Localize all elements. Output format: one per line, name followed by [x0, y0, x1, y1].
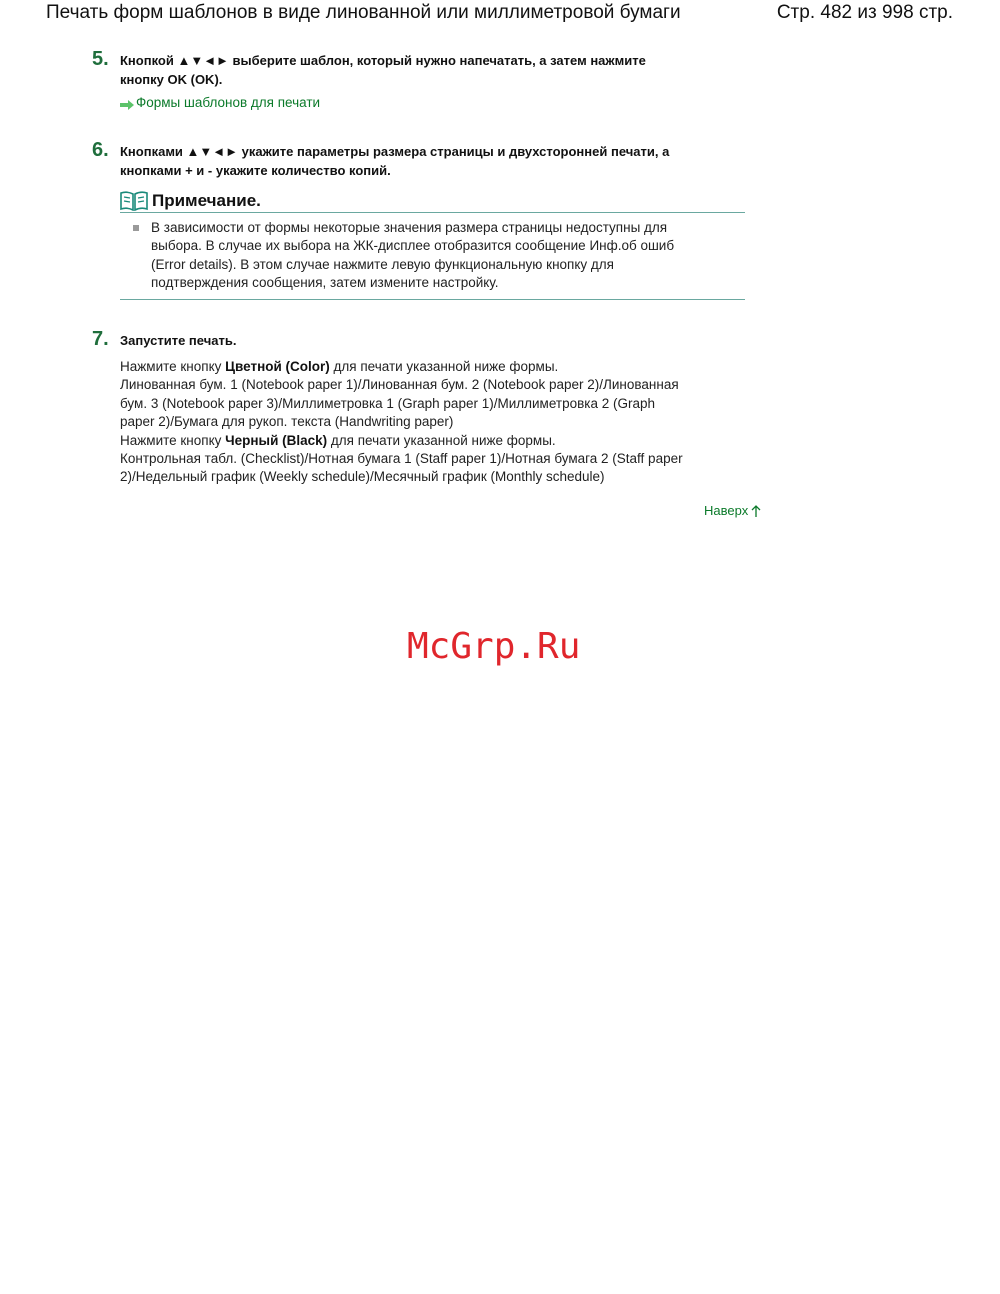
book-icon	[120, 191, 148, 211]
form-line: paper 2)/Бумага для рукоп. текста (Handwriting paper)	[120, 414, 454, 430]
color-instruction	[120, 358, 752, 376]
page-title: Печать форм шаблонов в виде линованной или миллиметровой бумаги	[46, 2, 681, 23]
step-number: 5.	[92, 48, 109, 70]
arrow-right-icon	[120, 98, 134, 108]
instruction-prefix: Нажмите кнопку	[120, 432, 226, 448]
instruction-suffix: для печати указанной ниже формы.	[329, 359, 559, 374]
step-number: 6.	[92, 139, 109, 161]
instruction-prefix: Нажмите кнопку	[120, 359, 226, 374]
arrow-up-icon	[751, 505, 761, 517]
note-line: подтверждения сообщения, затем измените настройку.	[151, 274, 499, 290]
step-line: Кнопкой ▲▼◄► выберите шаблон, который нужно напечатать, а затем нажмите	[120, 53, 646, 68]
step-line: кнопками + и - укажите количество копий.	[120, 163, 391, 178]
note-body	[120, 213, 745, 300]
form-line: Линованная бум. 1 (Notebook paper 1)/Линованная бум. 2 (Notebook paper 2)/Линованная	[120, 377, 679, 393]
note-line: выбора. В случае их выбора на ЖК-дисплее отобразится сообщение Инф.об ошиб	[151, 238, 675, 254]
step-text	[120, 328, 752, 350]
form-line: Контрольная табл. (Checklist)/Нотная бумага 1 (Staff paper 1)/Нотная бумага 2 (Staff paper	[120, 451, 683, 467]
step-6	[92, 139, 752, 180]
page-counter: Стр. 482 из 998 стр.	[776, 2, 953, 23]
note-line: (Error details). В этом случае нажмите левую функциональную кнопку для	[151, 256, 614, 272]
template-forms-link[interactable]	[120, 95, 752, 110]
step-text	[120, 139, 752, 180]
step-line: кнопку OK (OK).	[120, 72, 223, 87]
note-title: Примечание.	[152, 191, 261, 210]
step-title: Запустите печать.	[120, 333, 237, 348]
step-text	[120, 48, 752, 89]
step-line: Кнопками ▲▼◄► укажите параметры размера страницы и двухсторонней печати, а	[120, 144, 670, 159]
top-link-label[interactable]: Наверх	[704, 503, 749, 518]
color-button-name: Цветной (Color)	[225, 359, 330, 374]
black-instruction	[120, 432, 752, 450]
bullet-icon	[133, 225, 139, 231]
black-button-name: Черный (Black)	[225, 432, 328, 448]
step-body	[120, 358, 752, 487]
back-to-top-link[interactable]	[704, 503, 761, 518]
note-text	[151, 219, 674, 292]
step-5	[92, 48, 752, 110]
note-header	[120, 191, 745, 213]
note-line: В зависимости от формы некоторые значения размера страницы недоступны для	[151, 220, 668, 235]
step-7	[92, 328, 752, 487]
form-line: 2)/Недельный график (Weekly schedule)/Месячный график (Monthly schedule)	[120, 469, 605, 485]
link-label[interactable]: Формы шаблонов для печати	[136, 95, 321, 110]
step-number: 7.	[92, 328, 109, 350]
watermark: McGrp.Ru	[407, 626, 581, 667]
instruction-suffix: для печати указанной ниже формы.	[327, 432, 556, 448]
note-box	[120, 191, 745, 300]
form-line: бум. 3 (Notebook paper 3)/Миллиметровка 1 (Graph paper 1)/Миллиметровка 2 (Graph	[120, 395, 655, 411]
